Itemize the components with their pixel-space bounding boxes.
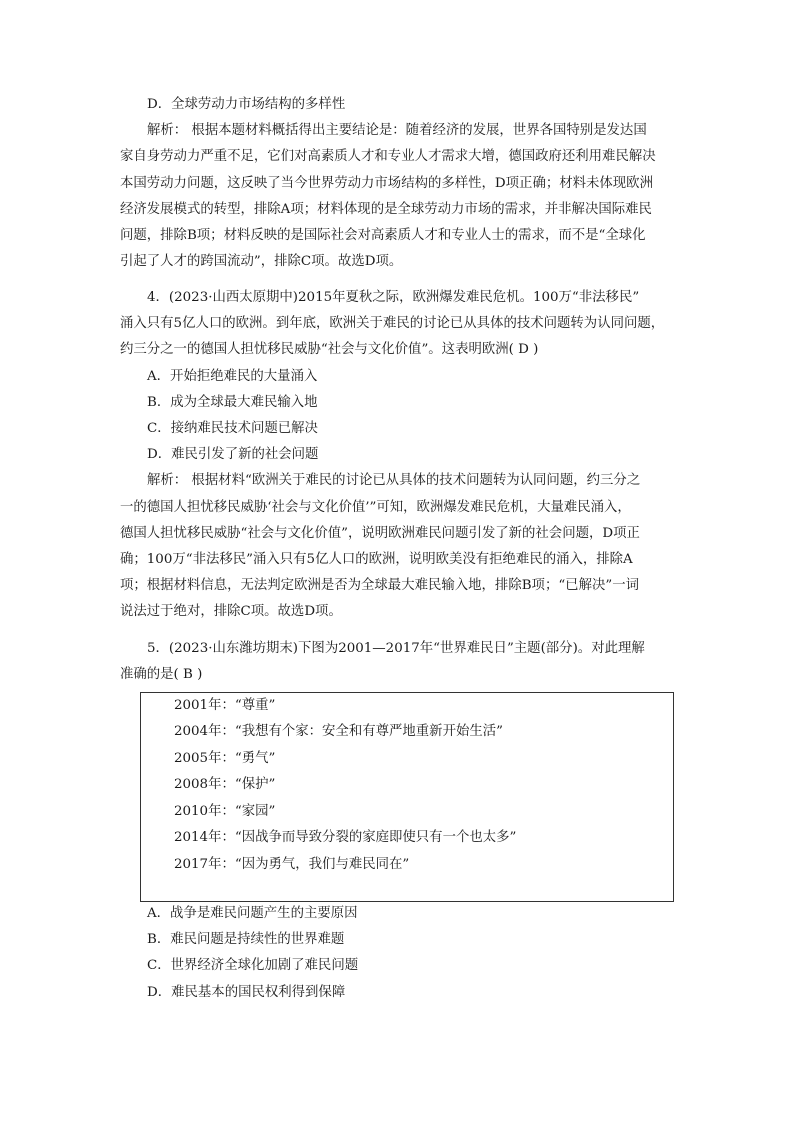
q4-stem-line: 4．(2023·山西太原期中)2015年夏秋之际，欧洲爆发难民危机。100万“非法移民” [147,290,640,305]
q3-analysis-line: 本国劳动力问题，这反映了当今世界劳动力市场结构的多样性，D项正确；材料未体现欧洲 [120,175,653,191]
q4-analysis-line: 说法过于绝对，排除C项。故选D项。 [120,604,342,620]
theme-2004: 2004年：“我想有个家：安全和有尊严地重新开始生活” [174,724,503,739]
q4-option-d: D．难民引发了新的社会问题 [147,447,319,463]
q4-option-b: B．成为全球最大难民输入地 [147,394,318,410]
theme-2005: 2005年：“勇气” [174,751,276,766]
q4-analysis-line: 解析： 根据材料“欧洲关于难民的讨论已从具体的技术问题转为认同问题，约三分之 [147,473,641,489]
q3-analysis-line: 解析： 根据本题材料概括得出主要结论是：随着经济的发展，世界各国特别是发达国 [147,123,647,139]
theme-2008: 2008年：“保护” [174,777,276,792]
q4-analysis-line: 项；根据材料信息，无法判定欧洲是否为全球最大难民输入地，排除B项；“已解决”一词 [120,578,639,594]
q5-option-d: D．难民基本的国民权利得到保障 [147,984,346,1000]
question-4 [120,285,675,625]
refugee-day-themes-box [140,692,674,902]
q3-option-d: D．全球劳动力市场结构的多样性 [147,97,346,112]
q5-option-c: C．世界经济全球化加剧了难民问题 [147,958,359,974]
theme-2001: 2001年：“尊重” [174,698,276,713]
theme-2014: 2014年：“因战争而导致分裂的家庭即使只有一个也太多” [174,830,517,845]
q4-analysis-line: 德国人担忧移民威胁“社会与文化价值”，说明欧洲难民问题引发了新的社会问题，D项正 [120,525,640,541]
question-5-options [120,901,675,1006]
q3-analysis-line: 引起了人才的跨国流动”，排除C项。故选D项。 [120,254,403,270]
q4-analysis-line: 一的德国人担忧移民威胁‘社会与文化价值’”可知，欧洲爆发难民危机，大量难民涌入， [120,499,631,515]
q4-option-a: A．开始拒绝难民的大量涌入 [147,368,318,384]
q3-analysis-line: 家自身劳动力严重不足，它们对高素质人才和专业人才需求大增，德国政府还利用难民解决 [120,149,656,165]
question-5-stem [120,636,675,688]
question-3-tail [120,92,675,275]
q5-option-b: B．难民问题是持续性的世界难题 [147,932,345,948]
q3-analysis-line: 问题，排除B项；材料反映的是国际社会对高素质人才和专业人士的需求，而不是“全球化 [120,227,646,243]
q4-option-c: C．接纳难民技术问题已解决 [147,420,318,436]
q4-analysis-line: 确；100万“非法移民”涌入只有5亿人口的欧洲，说明欧美没有拒绝难民的涌入，排除A [120,551,633,567]
q5-stem-line: 5．(2023·山东潍坊期末)下图为2001—2017年“世界难民日”主题(部分)。对此理解 [147,641,645,656]
q4-stem-line: 约三分之一的德国人担忧移民威胁“社会与文化价值”。这表明欧洲( D ) [120,342,539,358]
theme-2010: 2010年：“家园” [174,804,276,819]
q4-stem-line: 涌入只有5亿人口的欧洲。到年底，欧洲关于难民的讨论已从具体的技术问题转为认同问题， [120,316,665,332]
q5-option-a: A．战争是难民问题产生的主要原因 [147,906,358,921]
theme-2017: 2017年：“因为勇气，我们与难民同在” [174,857,410,872]
q5-stem-line: 准确的是( B ) [120,667,203,683]
q3-analysis-line: 经济发展模式的转型，排除A项；材料体现的是全球劳动力市场的需求，并非解决国际难民 [120,201,652,217]
